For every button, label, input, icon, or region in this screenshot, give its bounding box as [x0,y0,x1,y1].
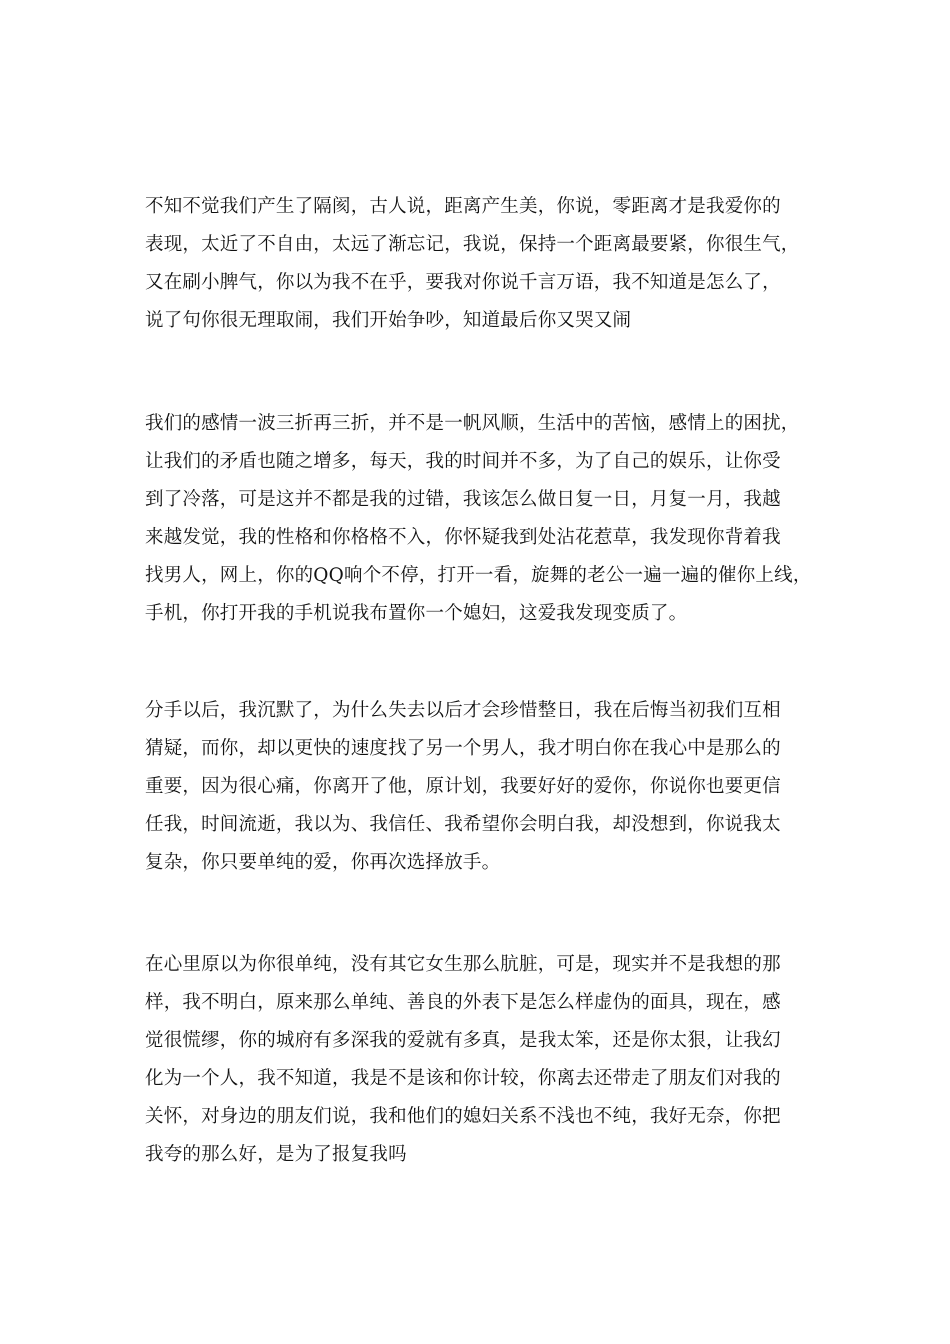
text-line: 我夸的那么好，是为了报复我吗 [145,1144,407,1165]
text-line: 关怀，对身边的朋友们说，我和他们的媳妇关系不浅也不纯，我好无奈，你把 [145,1106,781,1127]
text-line: 手机，你打开我的手机说我布置你一个媳妇，这爱我发现变质了。 [145,603,688,624]
paragraph-2 [145,405,845,633]
text-line: 觉很慌缪，你的城府有多深我的爱就有多真，是我太笨，还是你太狠，让我幻 [145,1030,781,1051]
text-line: 表现，太近了不自由，太远了渐忘记，我说，保持一个距离最要紧，你很生气， [145,234,800,255]
text-line: 我们的感情一波三折再三折，并不是一帆风顺，生活中的苦恼，感情上的困扰， [145,413,800,434]
text-line: 在心里原以为你很单纯，没有其它女生那么肮脏，可是，现实并不是我想的那 [145,954,781,975]
text-line: 让我们的矛盾也随之增多，每天，我的时间并不多，为了自己的娱乐，让你受 [145,451,781,472]
paragraph-3 [145,692,845,882]
text-line: 任我，时间流逝，我以为、我信任、我希望你会明白我，却没想到，你说我太 [145,814,781,835]
paragraph-1 [145,188,845,340]
paragraph-4 [145,946,845,1174]
text-line: 化为一个人，我不知道，我是不是该和你计较，你离去还带走了朋友们对我的 [145,1068,781,1089]
text-line: 分手以后，我沉默了，为什么失去以后才会珍惜整日，我在后悔当初我们互相 [145,700,781,721]
text-line: 找男人，网上，你的QQ响个不停，打开一看，旋舞的老公一遍一遍的催你上线， [145,565,812,586]
text-line: 又在刷小脾气，你以为我不在乎，要我对你说千言万语，我不知道是怎么了， [145,272,781,293]
text-line: 重要，因为很心痛，你离开了他，原计划，我要好好的爱你，你说你也要更信 [145,776,781,797]
text-line: 来越发觉，我的性格和你格格不入，你怀疑我到处沾花惹草，我发现你背着我 [145,527,781,548]
text-line: 不知不觉我们产生了隔阂，古人说，距离产生美，你说，零距离才是我爱你的 [145,196,781,217]
text-line: 猜疑，而你，却以更快的速度找了另一个男人，我才明白你在我心中是那么的 [145,738,781,759]
text-line: 样，我不明白，原来那么单纯、善良的外表下是怎么样虚伪的面具，现在，感 [145,992,781,1013]
text-line: 复杂，你只要单纯的爱，你再次选择放手。 [145,852,501,873]
text-line: 到了冷落，可是这并不都是我的过错，我该怎么做日复一日，月复一月，我越 [145,489,781,510]
text-line: 说了句你很无理取闹，我们开始争吵，知道最后你又哭又闹 [145,310,632,331]
